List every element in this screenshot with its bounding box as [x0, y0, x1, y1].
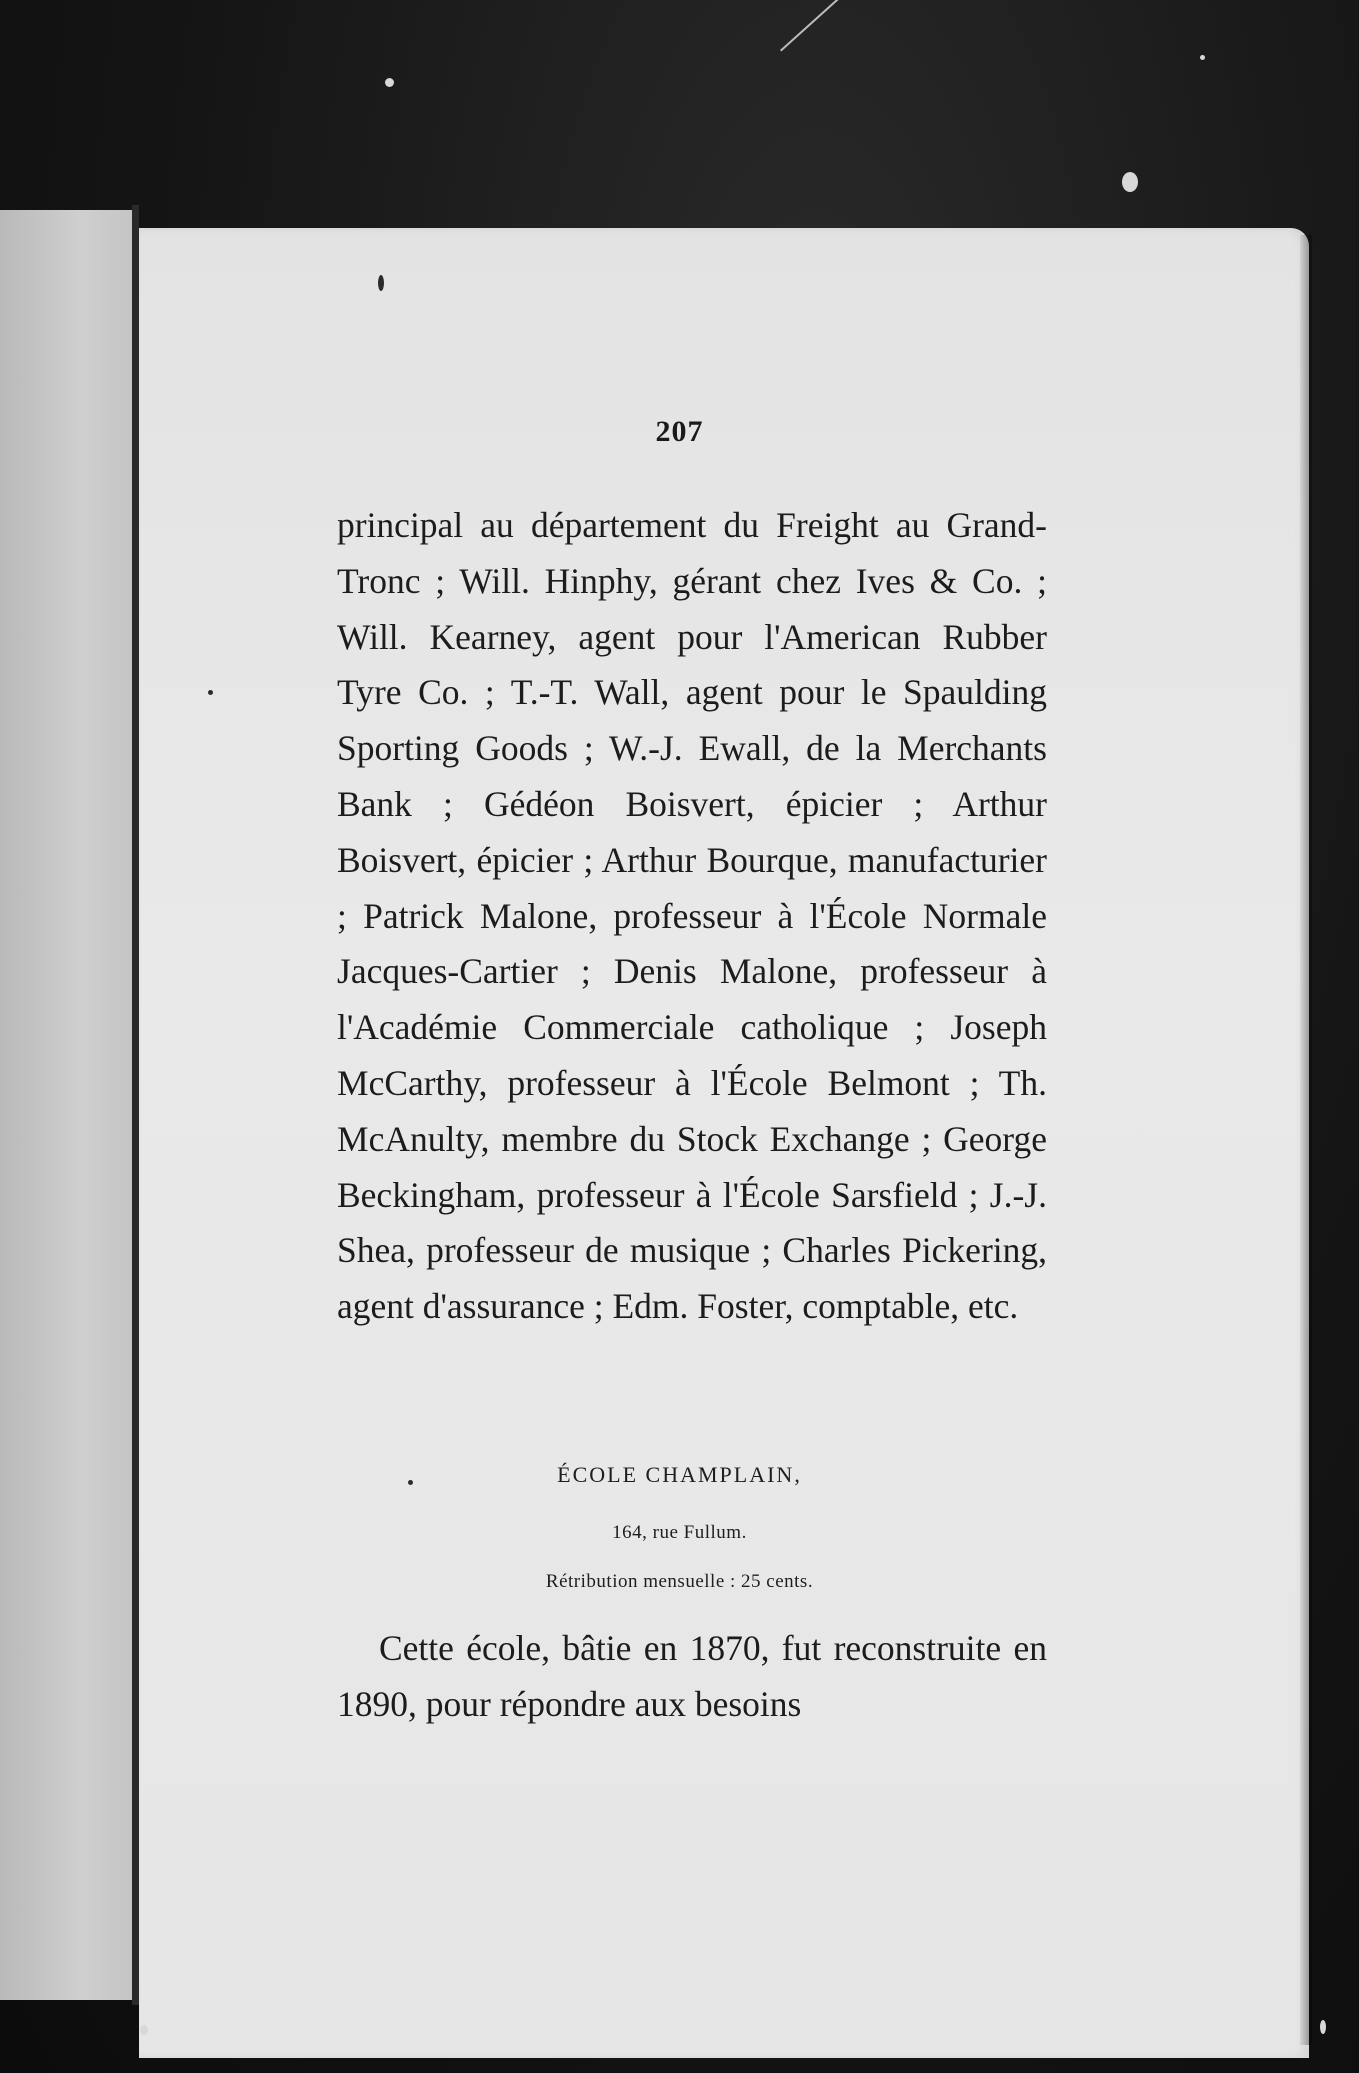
body-paragraph: principal au département du Freight au Grand-Tronc ; Will. Hinphy, gérant chez Ives & Co. ; Will. Kearney, agent pour l'American Rubber Tyre Co. ; T.-T. Wall, agent pour le Spaulding Sporting Goods ; W.-J. Ewall, de la Merchants Bank ; Gédéon Boisvert, épicier ; Arthur Boisvert, épicier ; Arthur Bourque, manufacturier ; Patrick Malone, professeur à l'École Normale Jacques-Cartier ; Denis Malone, professeur à l'Académie Commerciale catholique ; Joseph McCarthy, professeur à l'École Belmont ; Th. McAnulty, membre du Stock Exchange ; George Beckingham, professeur à l'École Sarsfield ; J.-J. Shea, professeur de musique ; Charles Pickering, agent d'assurance ; Edm. Foster, comptable, etc. [337, 505, 1047, 1327]
scan-scratch [780, 0, 841, 51]
scan-speck [1320, 2020, 1326, 2034]
scan-speck [208, 690, 213, 695]
section-fee: Rétribution mensuelle : 25 cents. [545, 1571, 814, 1592]
scan-speck [408, 1480, 413, 1485]
scan-speck [140, 2025, 148, 2035]
scan-speck [1200, 55, 1205, 60]
scan-speck [385, 78, 394, 87]
body-paragraph-continued: Cette école, bâtie en 1870, fut reconstruite en 1890, pour répondre aux besoins [337, 1628, 1047, 1724]
binding-gutter [132, 205, 139, 2005]
scan-speck [1122, 172, 1138, 192]
section-heading: ÉCOLE CHAMPLAIN, [557, 1462, 802, 1487]
page-edge-shadow [1300, 235, 1312, 2045]
scan-speck [378, 275, 384, 291]
facing-page-edge [0, 210, 135, 2000]
section-address: 164, rue Fullum. [612, 1522, 747, 1543]
page-number: 207 [655, 415, 704, 448]
